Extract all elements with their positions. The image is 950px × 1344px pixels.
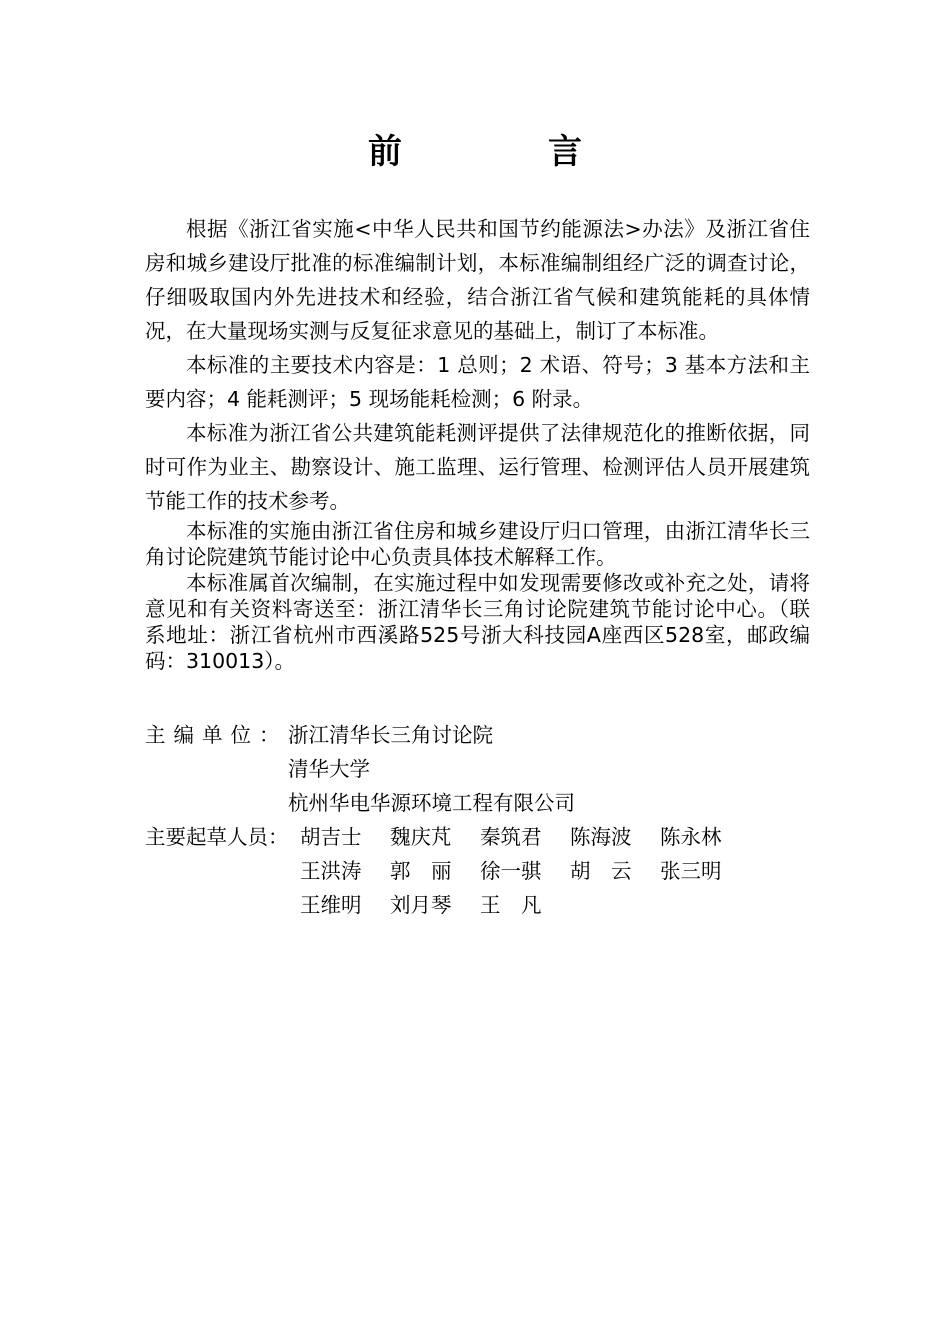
chief-unit-item: 浙江清华长三角讨论院 (288, 723, 493, 747)
drafters-list (300, 820, 760, 922)
drafter-name: 刘月琴 (390, 893, 452, 917)
drafter-name: 胡 云 (570, 859, 632, 883)
chief-units-label: 主编单位： (145, 723, 288, 747)
chief-units-list (288, 718, 825, 820)
paragraph-3: 本标准为浙江省公共建筑能耗测评提供了法律规范化的推断依据，同时可作为业主、勘察设计、施工监理、运行管理、检测评估人员开展建筑节能工作的技术参考。 (145, 421, 810, 513)
drafters-label: 主要起草人员： (145, 825, 289, 849)
drafter-name: 魏庆芃 (390, 825, 452, 849)
paragraph-1: 根据《浙江省实施<中华人民共和国节约能源法>办法》及浙江省住房和城乡建设厅批准的标准编制计划，本标准编制组经广泛的调查讨论，仔细吸取国内外先进技术和经验，结合浙江省气候和建筑能耗的具体情况，在大量现场实测与反复征求意见的基础上，制订了本标准。 (145, 217, 810, 343)
drafter-name: 郭 丽 (390, 859, 452, 883)
chief-unit-item: 杭州华电华源环境工程有限公司 (288, 791, 575, 815)
chief-units-row (145, 718, 825, 820)
paragraph-2: 本标准的主要技术内容是：1 总则；2 术语、符号；3 基本方法和主要内容；4 能耗测评；5 现场能耗检测；6 附录。 (145, 353, 810, 411)
credits-section (145, 718, 825, 922)
drafter-name: 陈永林 (660, 825, 722, 849)
drafter-name: 陈海波 (570, 825, 632, 849)
drafter-name: 秦筑君 (480, 825, 542, 849)
paragraph-5: 本标准属首次编制，在实施过程中如发现需要修改或补充之处，请将意见和有关资料寄送至：浙江清华长三角讨论院建筑节能讨论中心。（联系地址：浙江省杭州市西溪路525号浙大科技园A座西区528室，邮政编码：310013）。 (145, 571, 810, 673)
drafter-name: 王洪涛 (300, 859, 362, 883)
drafter-name: 胡吉士 (300, 825, 362, 849)
foreword-body (145, 212, 810, 674)
drafters-row (145, 820, 825, 922)
page-title: 前 言 (368, 132, 638, 172)
drafter-name: 徐一骐 (480, 859, 542, 883)
drafter-name: 王 凡 (480, 893, 542, 917)
drafter-name: 张三明 (660, 859, 722, 883)
chief-unit-item: 清华大学 (288, 757, 370, 781)
paragraph-4: 本标准的实施由浙江省住房和城乡建设厅归口管理，由浙江清华长三角讨论院建筑节能讨论中心负责具体技术解释工作。 (145, 519, 810, 569)
drafter-name: 王维明 (300, 893, 362, 917)
